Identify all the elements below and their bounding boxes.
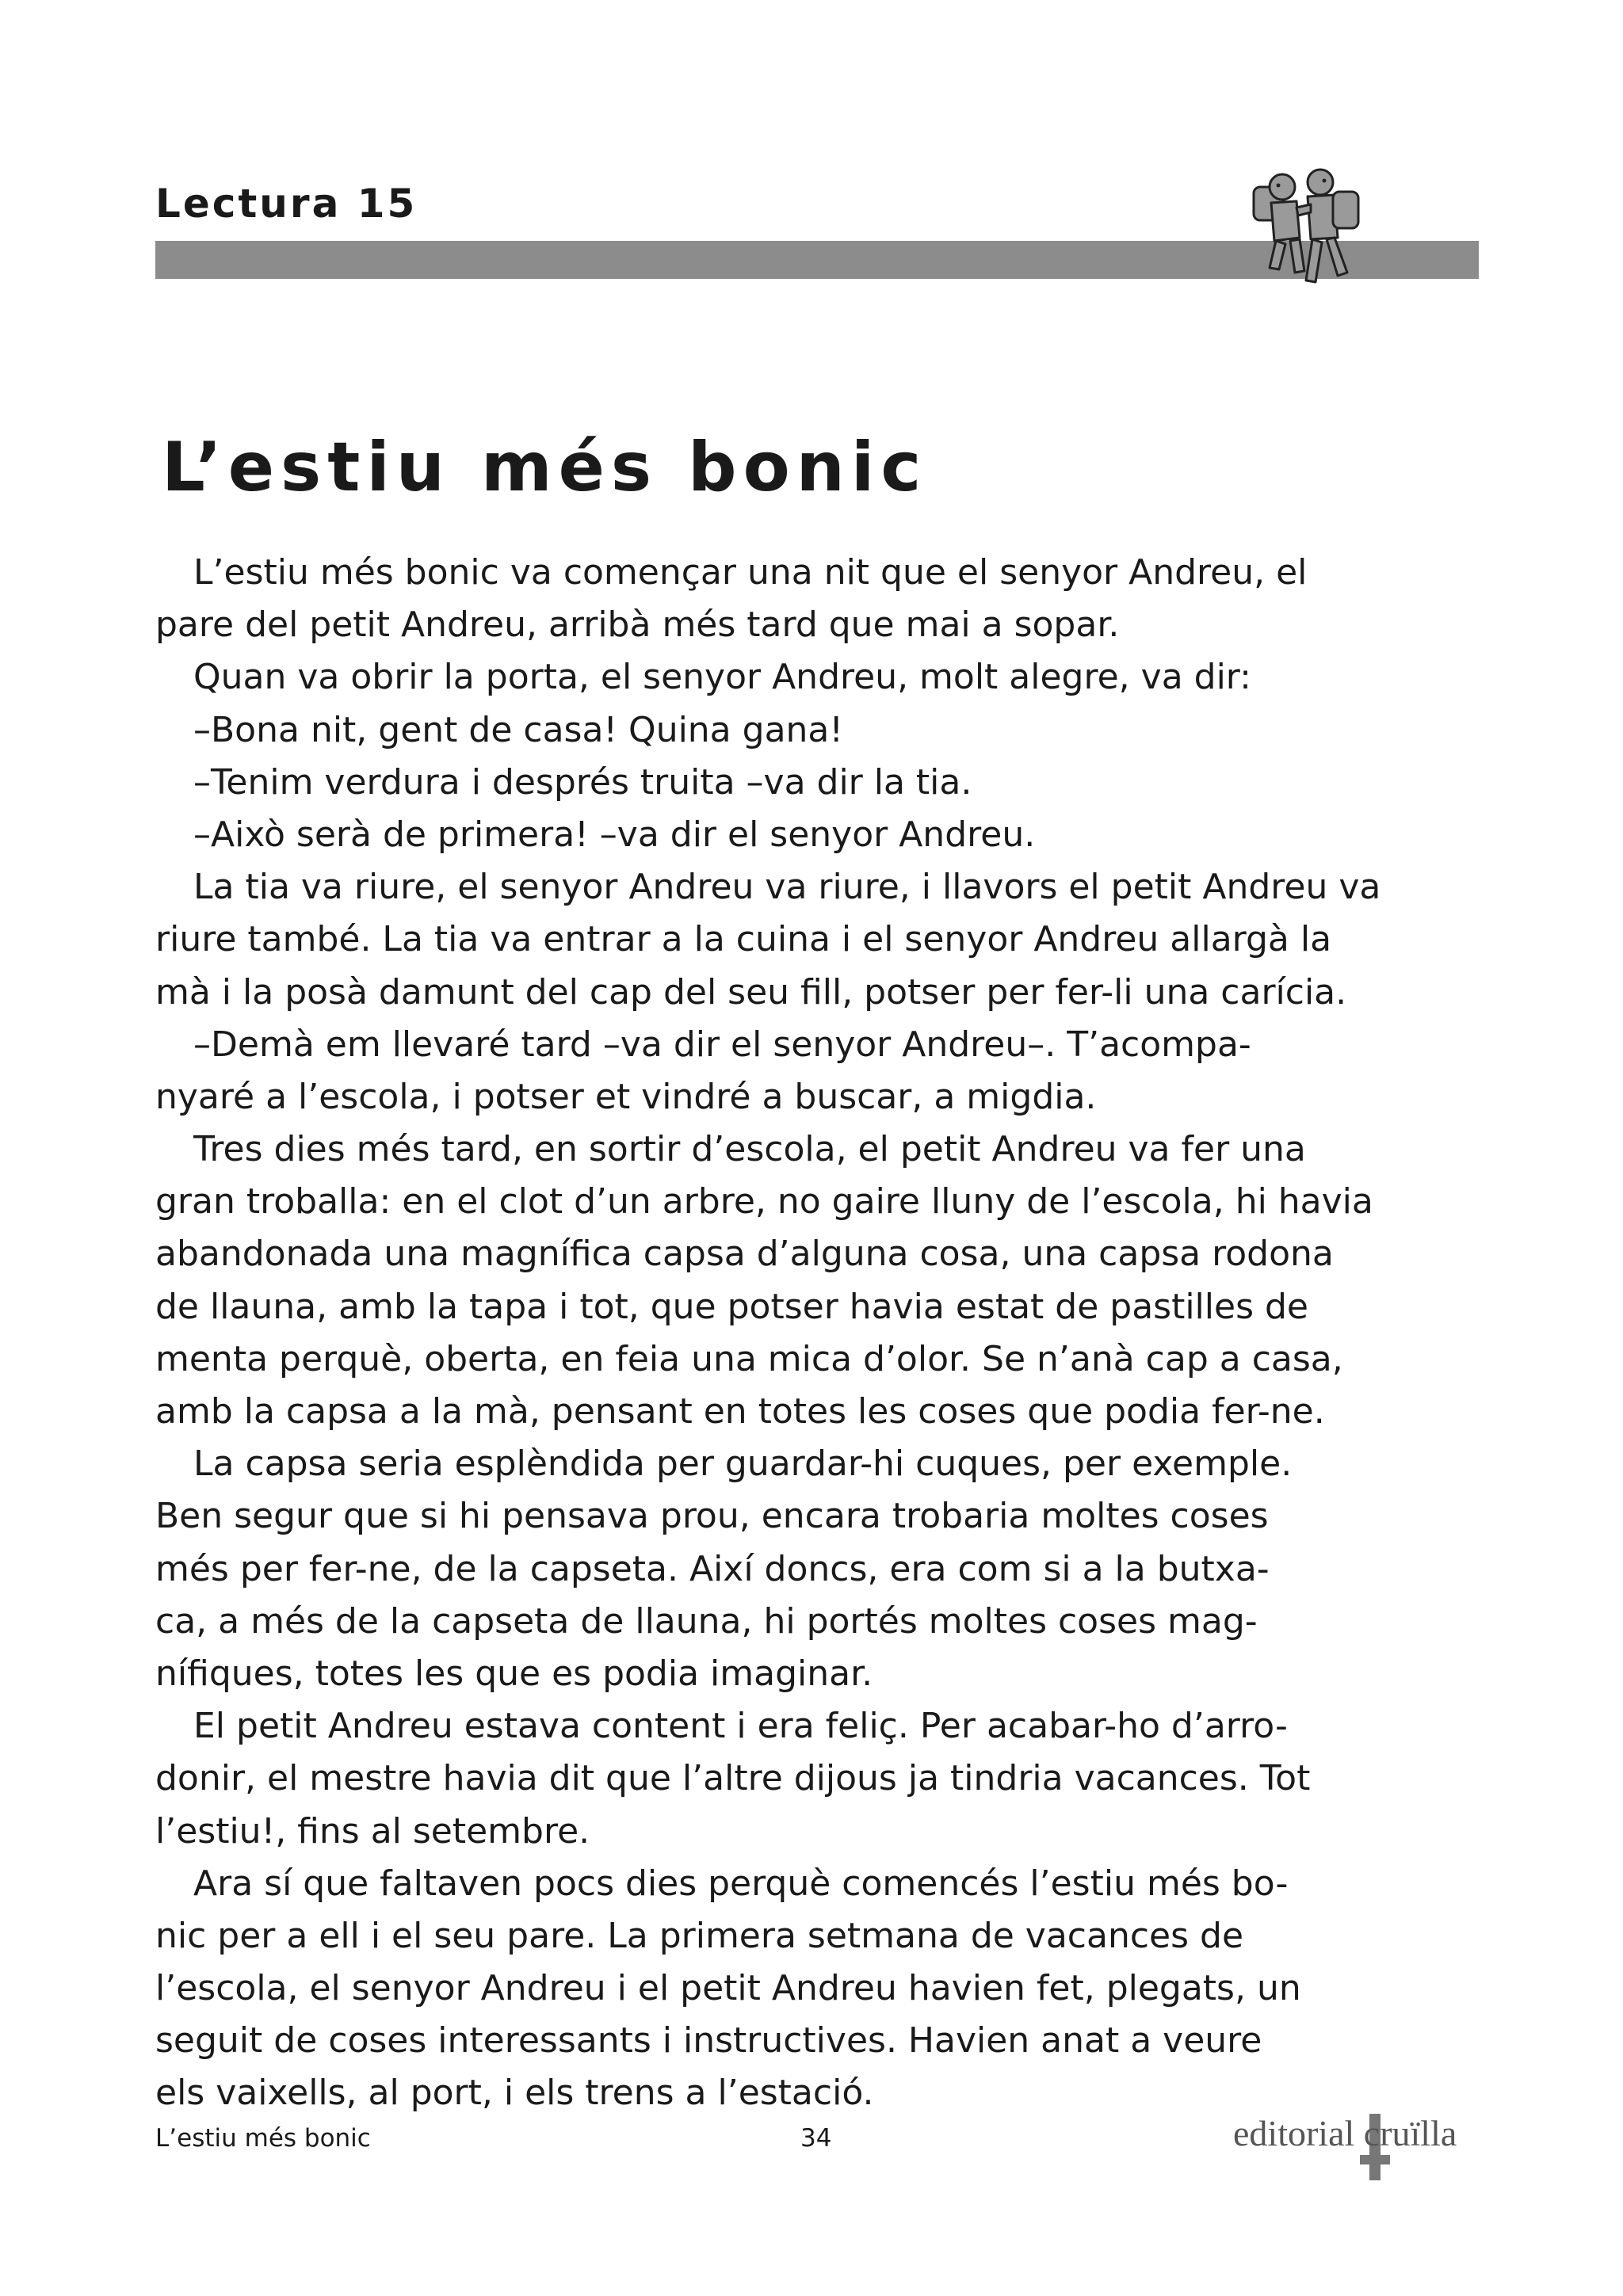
text-line: L’estiu més bonic va començar una nit que el senyor Andreu, el: [193, 552, 1308, 593]
footer-title: L’estiu més bonic: [155, 2124, 371, 2153]
text-line: La capsa seria esplèndida per guardar-hi cuques, per exemple.: [193, 1444, 1293, 1485]
text-line: de llauna, amb la tapa i tot, que potser havia estat de pastilles de: [155, 1286, 1308, 1327]
text-line: Ara sí que faltaven pocs dies perquè comencés l’estiu més bo-: [193, 1863, 1289, 1904]
text-line: gran troballa: en el clot d’un arbre, no gaire lluny de l’escola, hi havia: [155, 1181, 1373, 1222]
text-line: menta perquè, oberta, en feia una mica d’olor. Se n’anà cap a casa,: [155, 1338, 1343, 1379]
text-line: abandonada una magnífica capsa d’alguna cosa, una capsa rodona: [155, 1234, 1334, 1275]
text-line: riure també. La tia va entrar a la cuina i el senyor Andreu allargà la: [155, 919, 1332, 960]
text-line: –Això serà de primera! –va dir el senyor Andreu.: [193, 814, 1036, 855]
text-line: seguit de coses interessants i instructives. Havien anat a veure: [155, 2020, 1262, 2061]
reading-text: [155, 547, 1381, 2120]
text-line: ca, a més de la capseta de llauna, hi portés moltes coses mag-: [155, 1600, 1258, 1642]
text-line: nic per a ell i el seu pare. La primera setmana de vacances de: [155, 1915, 1244, 1956]
text-line: –Bona nit, gent de casa! Quina gana!: [193, 709, 844, 750]
text-line: més per fer-ne, de la capseta. Així doncs, era com si a la butxa-: [155, 1548, 1270, 1589]
publisher-logo: [1233, 2109, 1479, 2180]
text-line: amb la capsa a la mà, pensant en totes les coses que podia fer-ne.: [155, 1391, 1325, 1432]
text-line: nyaré a l’escola, i potser et vindré a buscar, a migdia.: [155, 1076, 1097, 1117]
text-line: l’escola, el senyor Andreu i el petit Andreu havien fet, plegats, un: [155, 1968, 1301, 2009]
page-number: 34: [800, 2124, 832, 2153]
text-line: donir, el mestre havia dit que l’altre dijous ja tindria vacances. Tot: [155, 1758, 1311, 1799]
page-title: L’estiu més bonic: [162, 428, 928, 507]
text-line: Ben segur que si hi pensava prou, encara trobaria moltes coses: [155, 1496, 1269, 1537]
text-line: l’estiu!, fins al setembre.: [155, 1810, 590, 1852]
text-line: La tia va riure, el senyor Andreu va riure, i llavors el petit Andreu va: [193, 867, 1381, 908]
text-line: mà i la posà damunt del cap del seu fill, potser per fer-li una carícia.: [155, 971, 1347, 1013]
text-line: El petit Andreu estava content i era feliç. Per acabar-ho d’arro-: [193, 1706, 1288, 1747]
text-line: Quan va obrir la porta, el senyor Andreu, molt alegre, va dir:: [193, 657, 1251, 698]
text-line: –Tenim verdura i després truita –va dir la tia.: [193, 761, 972, 803]
text-line: Tres dies més tard, en sortir d’escola, el petit Andreu va fer una: [193, 1129, 1306, 1170]
text-line: –Demà em llevaré tard –va dir el senyor Andreu–. T’acompa-: [193, 1024, 1251, 1065]
children-illustration-icon: [1244, 165, 1371, 288]
publisher-name: editorial cruïlla: [1233, 2113, 1457, 2153]
text-line: nífiques, totes les que es podia imaginar.: [155, 1653, 873, 1694]
text-line: pare del petit Andreu, arribà més tard que mai a sopar.: [155, 605, 1120, 646]
lesson-label: Lectura 15: [155, 181, 418, 227]
text-line: els vaixells, al port, i els trens a l’estació.: [155, 2073, 874, 2114]
